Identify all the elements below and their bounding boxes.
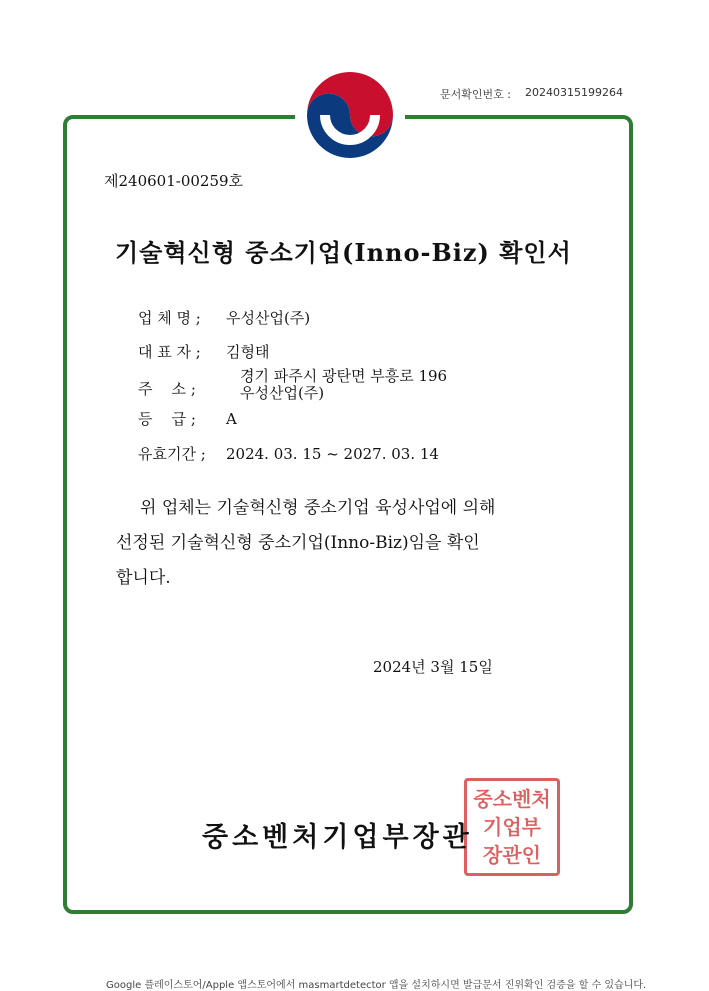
field-company bbox=[138, 307, 310, 328]
field-grade-label: 등 급 ; bbox=[138, 410, 196, 428]
field-address-line2: 우성산업(주) bbox=[240, 384, 325, 402]
seal-line-2: 기업부 bbox=[483, 815, 541, 839]
field-validity-label: 유효기간 ; bbox=[138, 445, 206, 463]
field-address-label: 주 소 ; bbox=[138, 380, 196, 398]
field-representative-value: 김형태 bbox=[226, 343, 270, 361]
field-company-label: 업 체 명 ; bbox=[138, 309, 201, 327]
field-address bbox=[138, 378, 226, 399]
footer-note: Google 플레이스토어/Apple 앱스토어에서 masmartdetector 앱을 설치하시면 발급문서 진위확인 검증을 할 수 있습니다. bbox=[106, 980, 647, 991]
field-grade bbox=[138, 408, 237, 429]
doc-check-label: 문서확인번호 : bbox=[440, 88, 511, 101]
body-line-3: 합니다. bbox=[116, 568, 171, 588]
issuer-name: 중소벤처기업부장관 bbox=[202, 822, 473, 853]
field-grade-value: A bbox=[226, 410, 237, 428]
field-address-line1: 경기 파주시 광탄면 부흥로 196 bbox=[240, 367, 448, 385]
document-title: 기술혁신형 중소기업(Inno-Biz) 확인서 bbox=[115, 238, 572, 267]
official-seal bbox=[464, 778, 560, 876]
certificate-body bbox=[116, 491, 606, 596]
body-line-1: 위 업체는 기술혁신형 중소기업 육성사업에 의해 bbox=[140, 498, 496, 518]
seal-line-3: 장관인 bbox=[483, 843, 541, 867]
field-representative bbox=[138, 341, 269, 362]
doc-check-number: 20240315199264 bbox=[525, 86, 623, 99]
field-representative-label: 대 표 자 ; bbox=[138, 343, 201, 361]
certificate-number: 제240601-00259호 bbox=[104, 172, 244, 190]
seal-line-1: 중소벤처 bbox=[473, 787, 551, 811]
taegeuk-emblem-icon bbox=[305, 70, 395, 160]
field-validity-value: 2024. 03. 15 ~ 2027. 03. 14 bbox=[226, 445, 439, 463]
issue-date: 2024년 3월 15일 bbox=[373, 658, 493, 676]
body-line-2: 선정된 기술혁신형 중소기업(Inno-Biz)임을 확인 bbox=[116, 533, 480, 553]
field-validity bbox=[138, 443, 439, 464]
field-company-value: 우성산업(주) bbox=[226, 309, 311, 327]
field-address-value bbox=[240, 368, 447, 402]
